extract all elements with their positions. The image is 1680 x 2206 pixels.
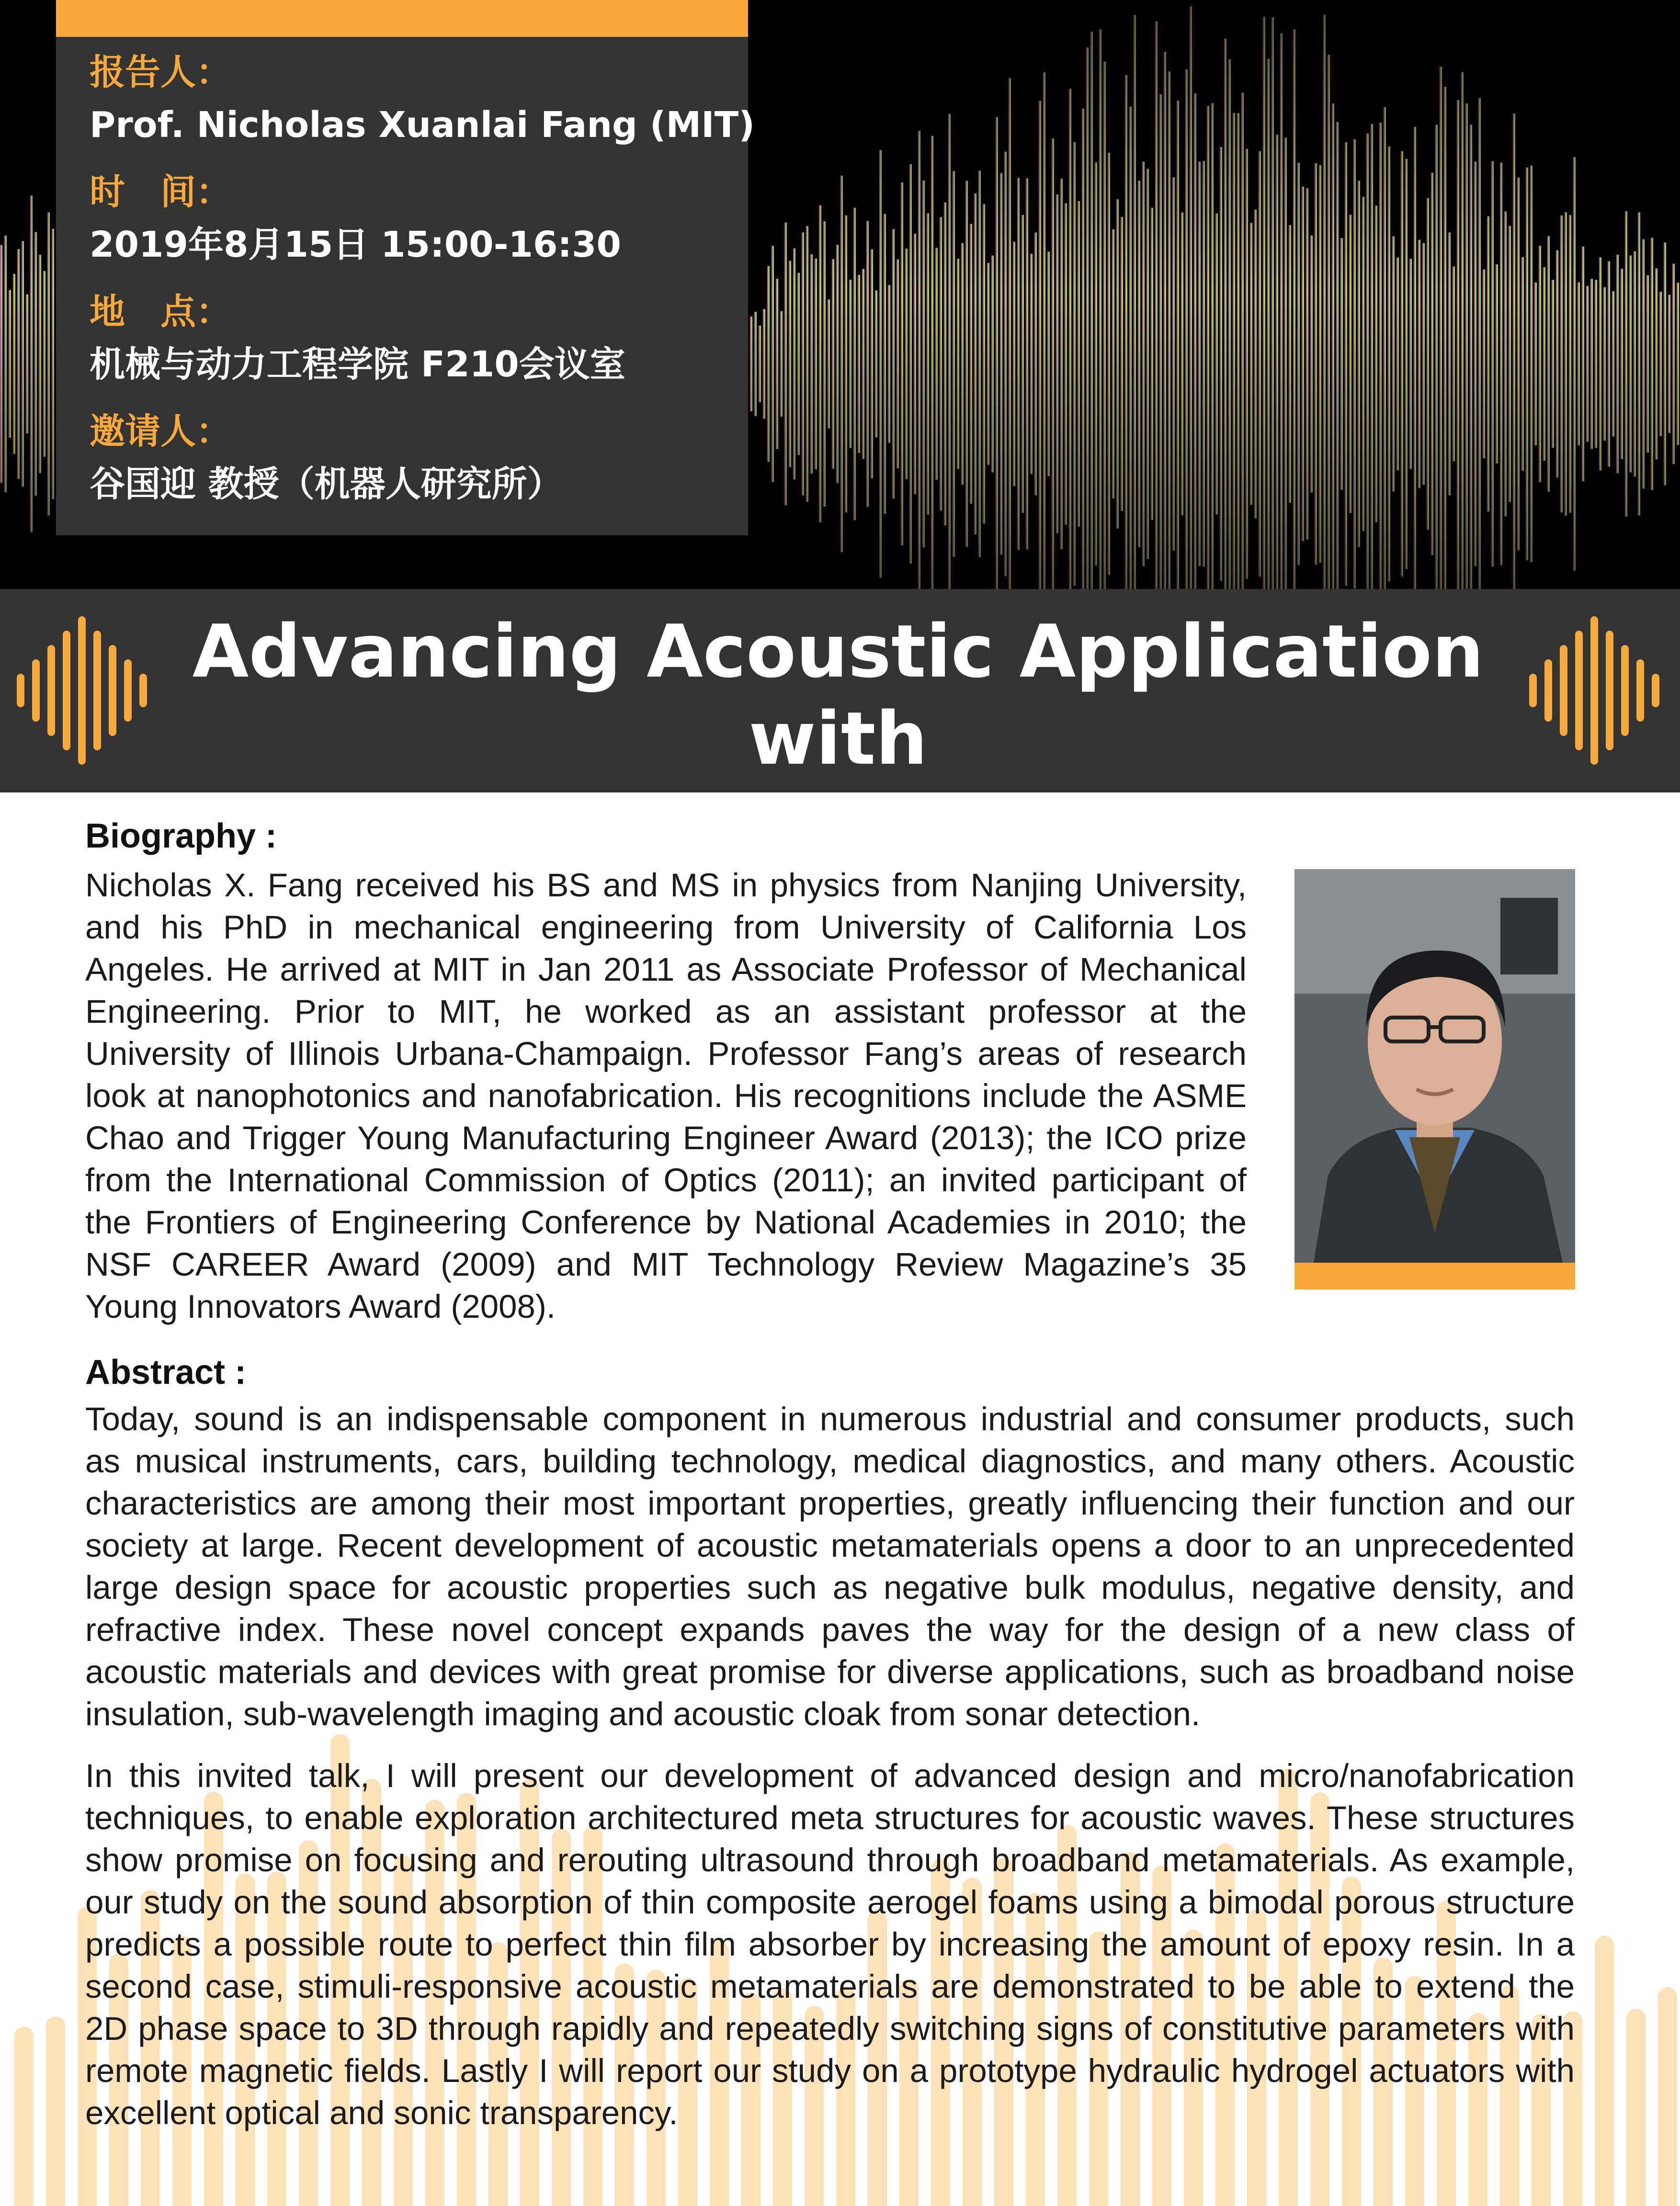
equalizer-right-icon bbox=[1522, 589, 1670, 792]
photo-accent-bar bbox=[1294, 1263, 1575, 1290]
text-line: from the International Commission of Optics (2011); an invited participant of bbox=[85, 1162, 1247, 1199]
equalizer-bar bbox=[1529, 674, 1537, 707]
info-accent-bar bbox=[56, 0, 748, 37]
text-line: Chao and Trigger Young Manufacturing Engineer Award (2013); the ICO prize bbox=[85, 1120, 1247, 1156]
equalizer-left-icon bbox=[10, 589, 158, 792]
equalizer-bar bbox=[63, 631, 70, 750]
text-line: insulation, sub-wavelength imaging and acoustic cloak from sonar detection. bbox=[85, 1696, 1201, 1732]
watermark-bar bbox=[1595, 1936, 1614, 2206]
watermark-bar bbox=[1658, 1987, 1677, 2206]
equalizer-bar bbox=[17, 674, 24, 707]
text-line: and his PhD in mechanical engineering from University of California Los bbox=[85, 909, 1247, 946]
text-line: excellent optical and sonic transparency. bbox=[85, 2094, 678, 2131]
biography-text bbox=[85, 864, 1247, 1328]
speaker-photo bbox=[1294, 869, 1575, 1263]
talk-title-line-2: Architectured Metamaterials bbox=[247, 783, 1429, 868]
equalizer-bar bbox=[1544, 659, 1552, 722]
text-line: show promise on focusing and rerouting ultrasound through broadband metamaterials. As example, bbox=[85, 1842, 1575, 1878]
text-line: second case, stimuli‐responsive acoustic metamaterials are demonstrated to be able to extend the bbox=[85, 1968, 1575, 2005]
equalizer-bar bbox=[1590, 616, 1598, 765]
speaker-name: Prof. Nicholas Xuanlai Fang (MIT) bbox=[90, 104, 755, 146]
text-line: In this invited talk, I will present our development of advanced design and micro/nanofabrication bbox=[85, 1757, 1575, 1794]
event-info-panel bbox=[56, 37, 755, 535]
equalizer-bar bbox=[32, 659, 40, 722]
text-line: large design space for acoustic properties such as negative bulk modulus, negative density, and bbox=[85, 1569, 1575, 1606]
event-host: 谷国迎 教授（机器人研究所） bbox=[90, 464, 563, 505]
abstract-paragraph-2 bbox=[85, 1755, 1575, 2134]
abstract-heading: Abstract : bbox=[85, 1353, 247, 1391]
event-location: 机械与动力工程学院 F210会议室 bbox=[90, 344, 625, 385]
text-line: University of Illinois Urbana-Champaign. Professor Fang’s areas of research bbox=[85, 1035, 1247, 1072]
text-line: Young Innovators Award (2008). bbox=[85, 1288, 556, 1325]
time-label: 时 间： bbox=[90, 171, 231, 213]
equalizer-bar bbox=[1652, 674, 1659, 707]
text-line: acoustic materials and devices with great promise for diverse applications, such as broadband noise bbox=[85, 1653, 1575, 1690]
text-line: the Frontiers of Engineering Conference by National Academies in 2010; the bbox=[85, 1204, 1247, 1241]
text-line: Angeles. He arrived at MIT in Jan 2011 as Associate Professor of Mechanical bbox=[85, 951, 1247, 988]
host-label: 邀请人： bbox=[90, 411, 231, 452]
text-line: characteristics are among their most important properties, greatly influencing their function and our bbox=[85, 1485, 1575, 1522]
location-label: 地 点： bbox=[90, 291, 231, 332]
text-line: Today, sound is an indispensable component in numerous industrial and consumer products, such bbox=[85, 1401, 1575, 1437]
speaker-label: 报告人： bbox=[90, 52, 231, 93]
equalizer-bar bbox=[124, 659, 132, 722]
event-time: 2019年8月15日 15:00-16:30 bbox=[90, 224, 621, 265]
text-line: techniques, to enable exploration architectured meta structures for acoustic waves. These structures bbox=[85, 1799, 1575, 1836]
equalizer-bar bbox=[1636, 659, 1644, 722]
equalizer-bar bbox=[109, 645, 116, 736]
equalizer-bar bbox=[1606, 631, 1613, 750]
text-line: society at large. Recent development of acoustic metamaterials opens a door to an unprecedented bbox=[85, 1527, 1575, 1564]
equalizer-bar bbox=[139, 674, 147, 707]
text-line: 2D phase space to 3D through rapidly and repeatedly switching signs of constitutive parameters with bbox=[85, 2010, 1575, 2047]
text-line: look at nanophotonics and nanofabrication. His recognitions include the ASME bbox=[85, 1077, 1247, 1114]
speaker-portrait-icon bbox=[1294, 869, 1575, 1263]
equalizer-bar bbox=[1560, 645, 1567, 736]
text-line: Nicholas X. Fang received his BS and MS in physics from Nanjing University, bbox=[85, 867, 1247, 904]
text-line: NSF CAREER Award (2009) and MIT Technology Review Magazine’s 35 bbox=[85, 1246, 1247, 1283]
text-line: Engineering. Prior to MIT, he worked as an assistant professor at the bbox=[85, 993, 1247, 1030]
abstract-paragraph-1 bbox=[85, 1398, 1575, 1735]
text-line: as musical instruments, cars, building technology, medical diagnostics, and many others. Acoustic bbox=[85, 1443, 1575, 1480]
text-line: predicts a possible route to perfect thin film absorber by increasing the amount of epoxy resin. In a bbox=[85, 1926, 1575, 1963]
equalizer-bar bbox=[93, 631, 101, 750]
talk-title bbox=[158, 608, 1518, 870]
talk-title-line-1: Advancing Acoustic Application with bbox=[192, 609, 1484, 781]
biography-heading: Biography : bbox=[85, 817, 277, 855]
equalizer-bar bbox=[47, 645, 55, 736]
watermark-bar bbox=[46, 2016, 65, 2206]
text-line: remote magnetic fields. Lastly I will report our study on a prototype hydraulic hydrogel actuators with bbox=[85, 2052, 1575, 2089]
header-banner bbox=[0, 0, 1680, 589]
watermark-bar bbox=[1626, 2009, 1646, 2206]
watermark-bar bbox=[14, 2026, 34, 2206]
equalizer-bar bbox=[78, 616, 86, 765]
equalizer-bar bbox=[1575, 631, 1583, 750]
equalizer-bar bbox=[1621, 645, 1629, 736]
text-line: our study on the sound absorption of thin composite aerogel foams using a bimodal porous structure bbox=[85, 1884, 1575, 1921]
text-line: refractive index. These novel concept expands paves the way for the design of a new class of bbox=[85, 1611, 1575, 1648]
